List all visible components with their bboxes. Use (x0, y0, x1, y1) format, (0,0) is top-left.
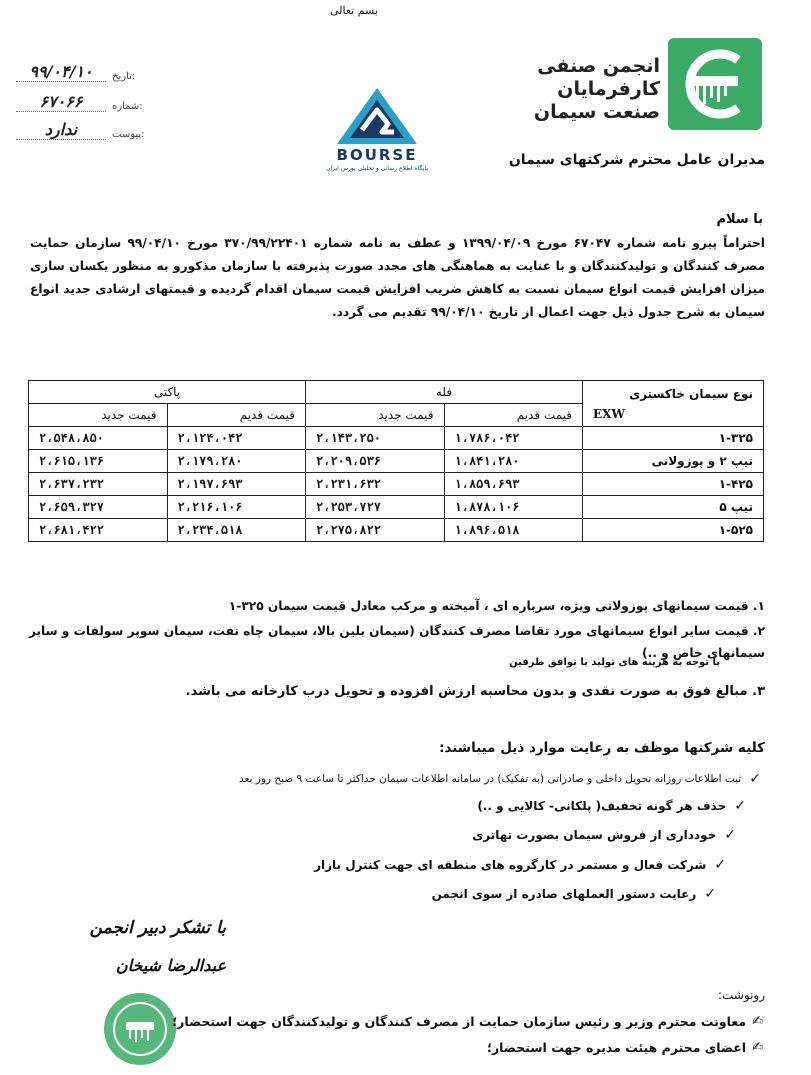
pen-icon: ✍ (752, 1040, 763, 1055)
cement-type: ۱-۳۲۵ (583, 427, 764, 450)
bag-old-price: ۲،۲۱۶،۱۰۶ (167, 496, 306, 519)
bag-new-price: ۲،۶۱۵،۱۳۶ (29, 450, 168, 473)
cc-heading: رونوشت: (717, 988, 765, 1002)
attachment-value: ندارد (16, 120, 106, 140)
bag-new-price-header: قیمت جدید (29, 404, 168, 427)
date-value: ۹۹/۰۴/۱۰ (16, 62, 106, 82)
bulk-new-price: ۲،۲۵۳،۷۲۷ (306, 496, 445, 519)
obligation-text: حذف هر گونه تخفیف( پلکانی- کالایی و ..) (477, 799, 727, 813)
greeting: با سلام (716, 212, 763, 227)
obligation-text: ثبت اطلاعات روزانه تحویل داخلی و صادراتی (به تفکیک) در سامانه اطلاعات سیمان حداکثر تا ساعت ۹ صبح روز بعد (238, 773, 742, 785)
signature-name: عبدالرضا شیخان (115, 956, 226, 975)
number-row (16, 92, 143, 112)
cc-text: معاونت محترم وزیر و رئیس سازمان حمایت از مصرف کنندگان و تولیدکنندگان جهت استحضار؛ (172, 1014, 747, 1029)
bag-new-price: ۲،۶۵۹،۳۲۷ (29, 496, 168, 519)
note-3: ۳. مبالغ فوق به صورت نقدی و بدون محاسبه ارزش افزوده و تحویل درب کارخانه می باشد. (185, 684, 765, 699)
bulk-old-price-header: قیمت قدیم (444, 404, 583, 427)
attachment-row (16, 120, 145, 140)
bulk-new-price: ۲،۲۷۵،۸۲۲ (306, 519, 445, 542)
cement-type: ۱-۵۲۵ (583, 519, 764, 542)
bulk-old-price: ۱،۸۹۶،۵۱۸ (444, 519, 583, 542)
check-icon: ✓ (734, 798, 746, 814)
cement-type: تیپ ۵ (583, 496, 764, 519)
association-name (530, 55, 660, 124)
bag-old-price: ۲،۱۲۴،۰۴۲ (167, 427, 306, 450)
obligation-item (239, 770, 761, 788)
bulk-old-price: ۱،۸۷۸،۱۰۶ (444, 496, 583, 519)
attachment-label: پیوست: (112, 129, 145, 140)
association-name-line: کارفرمایان (557, 78, 660, 100)
bulk-new-price: ۲،۱۴۳،۲۵۰ (306, 427, 445, 450)
cement-type: ۱-۴۲۵ (583, 473, 764, 496)
check-icon: ✓ (704, 886, 716, 902)
obligation-item (477, 797, 746, 815)
stamp-seal (100, 990, 180, 1068)
association-name-line: صنعت سیمان (533, 101, 660, 123)
bismillah-heading: بسم تعالی (330, 4, 378, 17)
pen-icon: ✍ (752, 1014, 763, 1029)
number-label: شماره: (112, 101, 143, 112)
bag-old-price: ۲،۱۹۷،۶۹۳ (167, 473, 306, 496)
association-name-line: انجمن صنفی (537, 55, 660, 77)
type-header-label: نوع سیمان خاکستری (629, 386, 753, 401)
type-subheader: EXW (593, 406, 625, 421)
date-row (16, 62, 135, 82)
bag-header: پاکتی (29, 381, 306, 404)
check-icon: ✓ (714, 857, 726, 873)
note-2: ۲. قیمت سایر انواع سیمانهای مورد تقاضا مصرف کنندگان (سیمان بلین بالا، سیمان چاه نفت، سیمان سوپر سولفات و سایر سیمانهای خاص و ..) (28, 624, 765, 660)
table-row (29, 473, 764, 496)
obligation-text: شرکت فعال و مستمر در کارگروه های منطقه ای جهت کنترل بازار (314, 858, 707, 872)
table-row (29, 496, 764, 519)
bourse-logo-text: BOURSE (336, 146, 418, 164)
table-row (29, 519, 764, 542)
table-row (29, 427, 764, 450)
obligation-item (472, 826, 736, 844)
date-label: تاریخ: (112, 71, 136, 82)
addressee: مدیران عامل محترم شرکتهای سیمان (508, 152, 765, 168)
obligations-heading: کلیه شرکتها موظف به رعایت موارد ذیل میباشند: (439, 740, 765, 756)
association-logo-icon (668, 38, 762, 130)
note-1: ۱. قیمت سیمانهای پوزولانی ویژه، سرباره ای ، آمیخته و مرکب معادل قیمت سیمان ۳۲۵-۱ (228, 599, 765, 613)
bulk-new-price-header: قیمت جدید (306, 404, 445, 427)
check-icon: ✓ (749, 771, 761, 787)
bulk-header: فله (306, 381, 583, 404)
bag-old-price-header: قیمت قدیم (167, 404, 306, 427)
association-logo (668, 38, 762, 130)
bag-old-price: ۲،۱۷۹،۲۸۰ (167, 450, 306, 473)
cc-text: اعضای محترم هیئت مدیره جهت استحضار؛ (486, 1040, 747, 1055)
intro-paragraph: احتراماً پیرو نامه شماره ۶۷۰۴۷ مورخ ۱۳۹۹/۰۴/۰۹ و عطف به نامه شماره ۳۷۰/۹۹/۲۲۴۰۱ مورخ ۹۹/۰۴/۱۰ سازمان حمایت مصرف کنندگان و تولیدکنندگان و با عنایت به هماهنگی های مجدد صورت پذیرفته با سازمان مذکورو به منظور یکسان سازی میزان افزایش قیمت انواع سیمان نسبت به کاهش ضریب افزایش قیمت سیمان اقدام گردیده و قیمتهای ارشادی جدید انواع سیمان به شرح جدول ذیل جهت اعمال از تاریخ ۹۹/۰۴/۱۰ تقدیم می گردد. (30, 236, 765, 319)
type-header (583, 381, 764, 427)
bag-new-price: ۲،۵۴۸،۸۵۰ (29, 427, 168, 450)
obligation-text: خودداری از فروش سیمان بصورت تهاتری (472, 828, 717, 842)
bag-new-price: ۲،۶۸۱،۴۲۲ (29, 519, 168, 542)
number-value: ۶۷۰۶۶ (16, 92, 106, 112)
bulk-new-price: ۲،۲۰۹،۵۳۶ (306, 450, 445, 473)
note-2-continuation: با توجه به هزینه های تولید با توافق طرفین (509, 657, 720, 668)
obligation-text: رعایت دستور العملهای صادره از سوی انجمن (431, 887, 697, 901)
table-header-row (29, 381, 764, 404)
obligation-item (314, 856, 726, 874)
bag-old-price: ۲،۲۳۴،۵۱۸ (167, 519, 306, 542)
cc-item (487, 1040, 763, 1055)
bulk-old-price: ۱،۸۴۱،۲۸۰ (444, 450, 583, 473)
check-icon: ✓ (724, 827, 736, 843)
cc-item (172, 1014, 763, 1029)
bag-new-price: ۲،۶۳۷،۲۳۲ (29, 473, 168, 496)
obligation-item (432, 885, 716, 903)
bulk-old-price: ۱،۷۸۶،۰۴۲ (444, 427, 583, 450)
bourse-tagline: پایگاه اطلاع رسانی و تحلیلی بورس ایران (326, 165, 428, 172)
table-row (29, 450, 764, 473)
bulk-new-price: ۲،۲۳۱،۶۳۲ (306, 473, 445, 496)
signature-title: با تشکر دبیر انجمن (89, 918, 226, 938)
bulk-old-price: ۱،۸۵۹،۶۹۳ (444, 473, 583, 496)
cement-type: تیپ ۲ و پوزولانی (583, 450, 764, 473)
price-table (28, 380, 764, 542)
